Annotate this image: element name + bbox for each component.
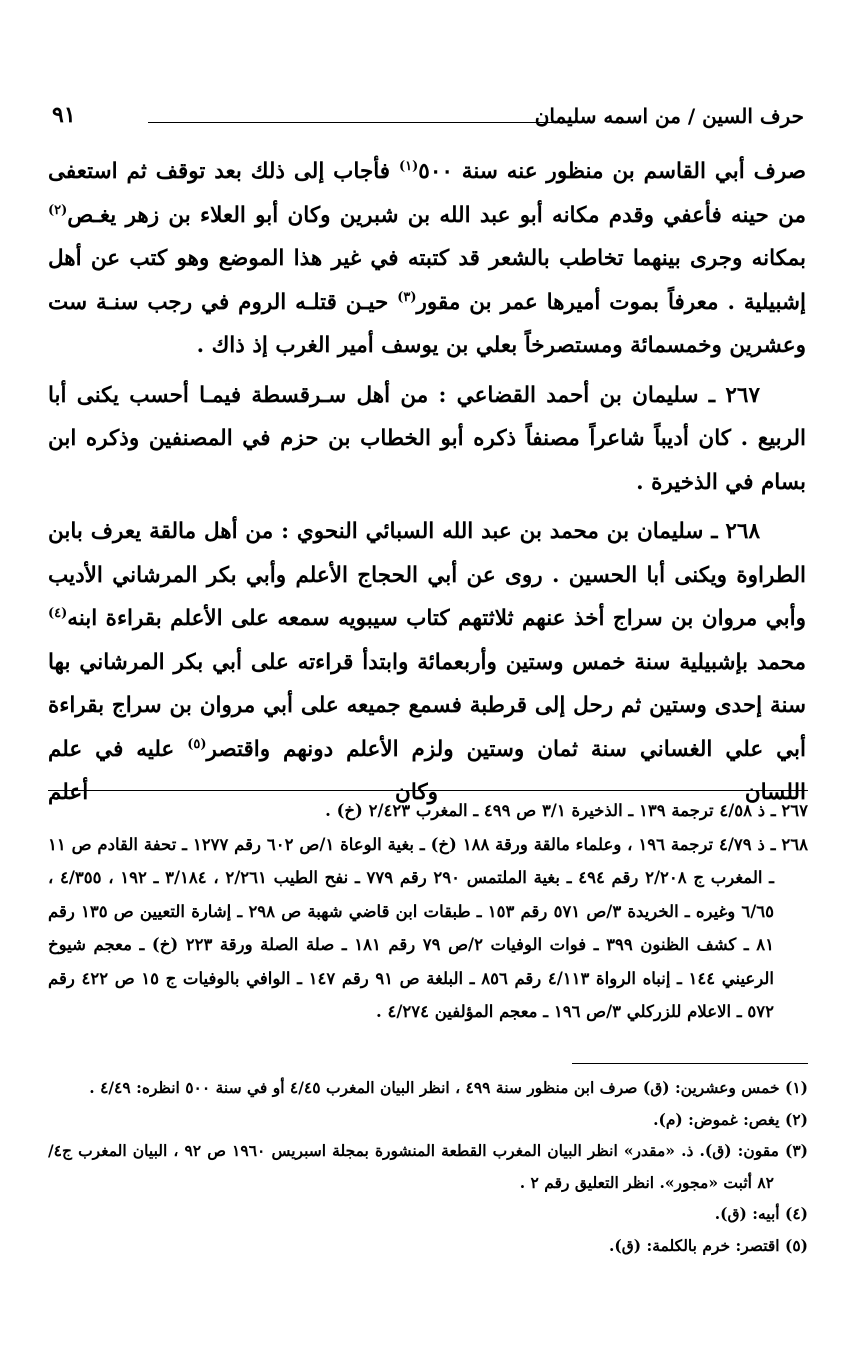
footnote-marker-3: (٣) (397, 289, 417, 305)
footnote-5: (٥) اقتصر: خرم بالكلمة: (ق). (609, 1235, 808, 1255)
footnote-1: (١) خمس وعشرين: (ق) صرف ابن منظور سنة ٤٩٩ ، انظر البيان المغرب ٤/٤٥ أو في سنة ٥٠٠ انظره: ٤/٤٩ . (89, 1078, 808, 1097)
footnotes-block (48, 1072, 808, 1261)
footnote-marker-1: (١) (398, 158, 419, 174)
entry-267: ٢٦٧ ـ سليمان بن أحمد القضاعي : من أهل سـرقسطة فيمـا أحسب يكنى أبا الربيع . كان أديباً شاعراً مصنفاً ذكره أبو الخطاب بن حزم في المصنفين وذكره ابن بسام في الذخيرة . (48, 382, 806, 495)
running-head: حرف السين / من اسمه سليمان (534, 104, 804, 128)
header-rule (148, 122, 572, 123)
main-text (48, 150, 806, 821)
text-segment: عليه في علم اللسان وكان أعلم (48, 736, 806, 805)
text-segment: حيـن قتلـه الروم في رجب سنـة ست وعشرين وخمسمائة ومستصرخاً بعلي بن يوسف أمير الغرب إذ ذاك . (48, 289, 806, 358)
reference-entry-268: ٢٦٨ ـ ذ ٤/٧٩ ترجمة ١٩٦ ، وعلماء مالقة ورقة ١٨٨ (خ) ـ بغية الوعاة ١/ص ٦٠٢ رقم ١٢٧٧ ـ تحفة القادم ص ١١ ـ المغرب ج ٢/٢٠٨ رقم ٤٩٤ ـ بغية الملتمس ٢٩٠ رقم ٧٧٩ ـ نفح الطيب ٢/٢٦١ ، ٣/١٨٤ ـ ١٩٢ ، ٤/٣٥٥ ، ٦/٦٥ وغيره ـ الخريدة ٣/ص ٥٧١ رقم ١٥٣ ـ طبقات ابن قاضي شهبة ص ٢٩٨ ـ إشارة التعيين ص ١٣٥ رقم ٨١ ـ كشف الظنون ٣٩٩ ـ فوات الوفيات ٢/ص ٧٩ رقم ١٨١ ـ صلة الصلة ورقة ٢٢٣ (خ) ـ معجم شيوخ الرعيني ١٤٤ ـ إنباه الرواة ٤/١١٣ رقم ٨٥٦ ـ البلغة ص ٩١ رقم ١٤٧ ـ الوافي بالوفيات ج ١٥ ص ٤٢٢ رقم ٥٧٢ ـ الاعلام للزركلي ٣/ص ١٩٦ ـ معجم المؤلفين ٤/٢٧٤ . (48, 834, 808, 1021)
reference-entry-267: ٢٦٧ ـ ذ ٤/٥٨ ترجمة ١٣٩ ـ الذخيرة ٣/١ ص ٤٩٩ ـ المغرب ٢/٤٢٣ (خ) . (325, 801, 808, 820)
entry-268 (48, 510, 806, 815)
text-segment: محمد بإشبيلية سنة خمس وستين وأربعمائة وابتدأ قراءته على أبي بكر المرشاني بها سنة إحدى وستين ثم رحل إلى قرطبة فسمع جميعه على أبي مروان بن سراج بقراءة أبي علي الغساني سنة ثمان وستين ولزم الأعلم دونهم واقتصر (48, 649, 806, 762)
text-segment: ٢٦٨ ـ سليمان بن محمد بن عبد الله السبائي النحوي : من أهل مالقة يعرف بابن الطراوة ويكنى أبا الحسين . روى عن أبي الحجاج الأعلم وأبي بكر المرشاني الأديب وأبي مروان بن سراج أخذ عنهم ثلاثتهم كتاب سيبويه سمعه على الأعلم بقراءة ابنه (48, 519, 806, 631)
text-segment: فأجاب إلى ذلك بعد توقف ثم استعفى من حينه فأعفي وقدم مكانه أبو عبد الله بن شبرين وكان أبو العلاء بن زهر يغـص (48, 159, 806, 228)
footnote-marker-2: (٢) (48, 202, 68, 218)
page-number: ٩١ (52, 102, 76, 128)
page-header (52, 98, 804, 138)
footnote-3: (٣) مقون: (ق). ذ. «مقدر» انظر البيان المغرب القطعة المنشورة بمجلة اسبريس ١٩٦٠ ص ٩٢ ، البيان المغرب ج٤/ ٨٢ أثبت «مجور». انظر التعليق رقم ٢ . (48, 1141, 808, 1192)
references-block (48, 794, 808, 1029)
paragraph-continuation (48, 150, 806, 368)
footnote-marker-4: (٤) (48, 605, 68, 621)
footnote-2: (٢) يغص: غموض: (م). (653, 1109, 808, 1129)
text-segment: صرف أبي القاسم بن منظور عنه سنة ٥٠٠ (418, 159, 806, 184)
footnotes-rule (572, 1063, 808, 1064)
references-rule (48, 790, 808, 791)
footnote-marker-5: (٥) (187, 736, 207, 752)
footnote-4: (٤) أبيه: (ق). (714, 1204, 808, 1223)
text-segment: بمكانه وجرى بينهما تخاطب بالشعر قد كتبته في غير هذا الموضع وهو كتب عن أهل إشبيلية . معرفاً بموت أميرها عمر بن مقور (48, 246, 806, 315)
